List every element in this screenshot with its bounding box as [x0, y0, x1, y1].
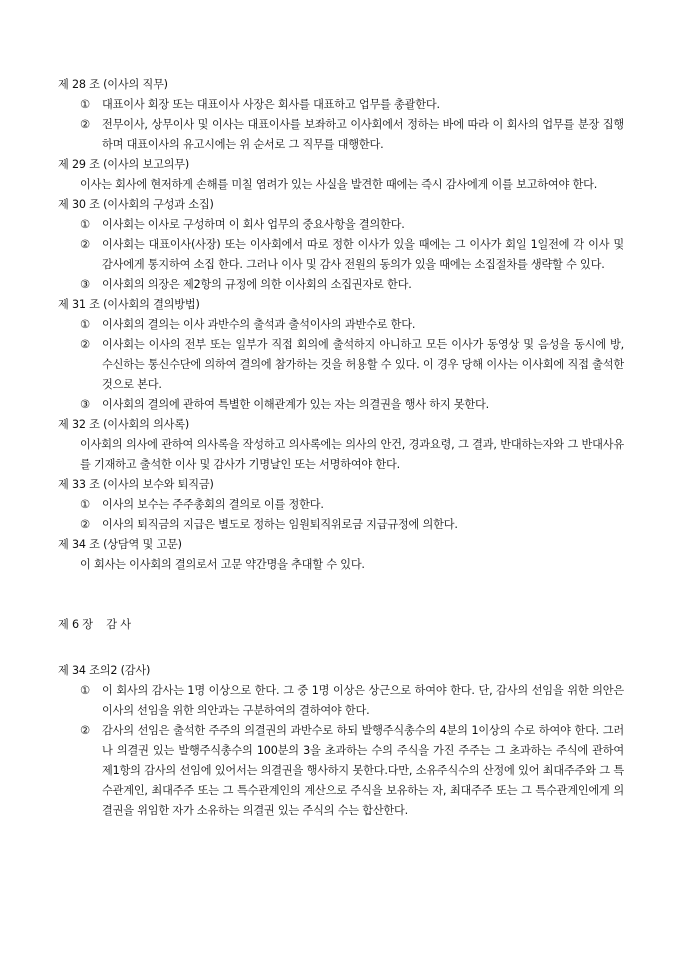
clause-text: 대표이사 회장 또는 대표이사 사장은 회사를 대표하고 업무를 총괄한다. [102, 98, 440, 111]
clause-number: ② [80, 118, 90, 131]
clause-number: ② [80, 238, 90, 251]
clause-text: 이사회는 이사로 구성하며 이 회사 업무의 중요사항을 결의한다. [102, 218, 405, 231]
clause-text: 감사의 선임은 출석한 주주의 의결권의 과반수로 하되 발행주식총수의 4분의 1이상의 수로 하여야 한다. 그러나 의결권 있는 발행주식총수의 100분의 3을 초과하는 수의 주식을 가진 주주는 그 초과하는 주식에 관하여 제1항의 감사의 선임에 있어서는 의결권을 행사하지 못한다.다만, 소유주식수의 산정에 있어 최대주주와 그 특수관계인, 최대주주 또는 그 특수관계인의 계산으로 주식을 보유하는 자, 최대주주 또는 그 특수관계인에게 의결권을 위임한 자가 소유하는 의결권 있는 주식의 수는 합산한다. [102, 724, 624, 817]
clause-item [58, 395, 624, 415]
clause-number: ① [80, 218, 90, 231]
clause-item [58, 95, 624, 115]
article [58, 75, 624, 155]
clause-item [58, 235, 624, 275]
clause-text: 이사회는 대표이사(사장) 또는 이사회에서 따로 정한 이사가 있을 때에는 그 이사가 회일 1일전에 각 이사 및 감사에게 통지하여 소집 한다. 그러나 이사 및 감사 전원의 동의가 있을 때에는 소집절차를 생략할 수 있다. [102, 238, 624, 271]
clause-text: 이 회사의 감사는 1명 이상으로 한다. 그 중 1명 이상은 상근으로 하여야 한다. 단, 감사의 선임을 위한 의안은 이사의 선임을 위한 의안과는 구분하여의 결하여야 한다. [102, 684, 624, 717]
clause-item [58, 275, 624, 295]
article-heading: 제 28 조 (이사의 직무) [58, 78, 168, 91]
article-heading: 제 31 조 (이사회의 결의방법) [58, 298, 200, 311]
article [58, 295, 624, 415]
clause-number: ② [80, 338, 90, 351]
clause-text: 이사의 퇴직금의 지급은 별도로 정하는 임원퇴직위로금 지급규정에 의한다. [102, 518, 458, 531]
clause-text: 이사의 보수는 주주총회의 결의로 이를 정한다. [102, 498, 324, 511]
article-heading: 제 32 조 (이사회의 의사록) [58, 418, 190, 431]
clause-item [58, 681, 624, 721]
article-heading: 제 30 조 (이사회의 구성과 소집) [58, 198, 214, 211]
article [58, 535, 624, 575]
clause-number: ① [80, 98, 90, 111]
article [58, 415, 624, 475]
article-heading: 제 34 조의2 (감사) [58, 664, 151, 677]
clause-text: 이사회의 결의에 관하여 특별한 이해관계가 있는 자는 의결권을 행사 하지 못한다. [102, 398, 489, 411]
clause-number: ① [80, 318, 90, 331]
clause-item [58, 495, 624, 515]
clause-text: 이사회는 이사의 전부 또는 일부가 직접 회의에 출석하지 아니하고 모든 이사가 동영상 및 음성을 동시에 방, 수신하는 통신수단에 의하여 결의에 참가하는 것을 허용할 수 있다. 이 경우 당해 이사는 이사회에 직접 출석한 것으로 본다. [102, 338, 624, 391]
article [58, 195, 624, 295]
clause-number: ① [80, 498, 90, 511]
clause-item [58, 115, 624, 155]
clause-item [58, 315, 624, 335]
articles-section-directors [58, 75, 624, 575]
article-heading: 제 33 조 (이사의 보수와 퇴직금) [58, 478, 214, 491]
clause-text: 전무이사, 상무이사 및 이사는 대표이사를 보좌하고 이사회에서 정하는 바에 따라 이 회사의 업무를 분장 집행하며 대표이사의 유고시에는 위 순서로 그 직무를 대행한다. [102, 118, 624, 151]
clause-text: 이사회의 의장은 제2항의 규정에 의한 이사회의 소집권자로 한다. [102, 278, 412, 291]
clause-item [58, 721, 624, 821]
article-text: 이사회의 의사에 관하여 의사록을 작성하고 의사록에는 의사의 안건, 경과요령, 그 결과, 반대하는자와 그 반대사유를 기재하고 출석한 이사 및 감사가 기명날인 또는 서명하여야 한다. [80, 438, 624, 471]
articles-section-auditor [58, 661, 624, 821]
clause-number: ② [80, 724, 90, 737]
clause-text: 이사회의 결의는 이사 과반수의 출석과 출석이사의 과반수로 한다. [102, 318, 416, 331]
article-text: 이 회사는 이사회의 결의로서 고문 약간명을 추대할 수 있다. [80, 558, 365, 571]
clause-item [58, 515, 624, 535]
clause-number: ③ [80, 398, 90, 411]
chapter-heading: 제 6 장 감 사 [58, 618, 131, 631]
article-heading: 제 29 조 (이사의 보고의무) [58, 158, 190, 171]
clause-number: ② [80, 518, 90, 531]
article [58, 475, 624, 535]
clause-number: ① [80, 684, 90, 697]
document-body [58, 75, 624, 821]
clause-item [58, 335, 624, 395]
article [58, 661, 624, 821]
article-heading: 제 34 조 (상담역 및 고문) [58, 538, 182, 551]
article-text: 이사는 회사에 현저하게 손해를 미칠 염려가 있는 사실을 발견한 때에는 즉시 감사에게 이를 보고하여야 한다. [80, 178, 598, 191]
article [58, 155, 624, 195]
clause-item [58, 215, 624, 235]
clause-number: ③ [80, 278, 90, 291]
